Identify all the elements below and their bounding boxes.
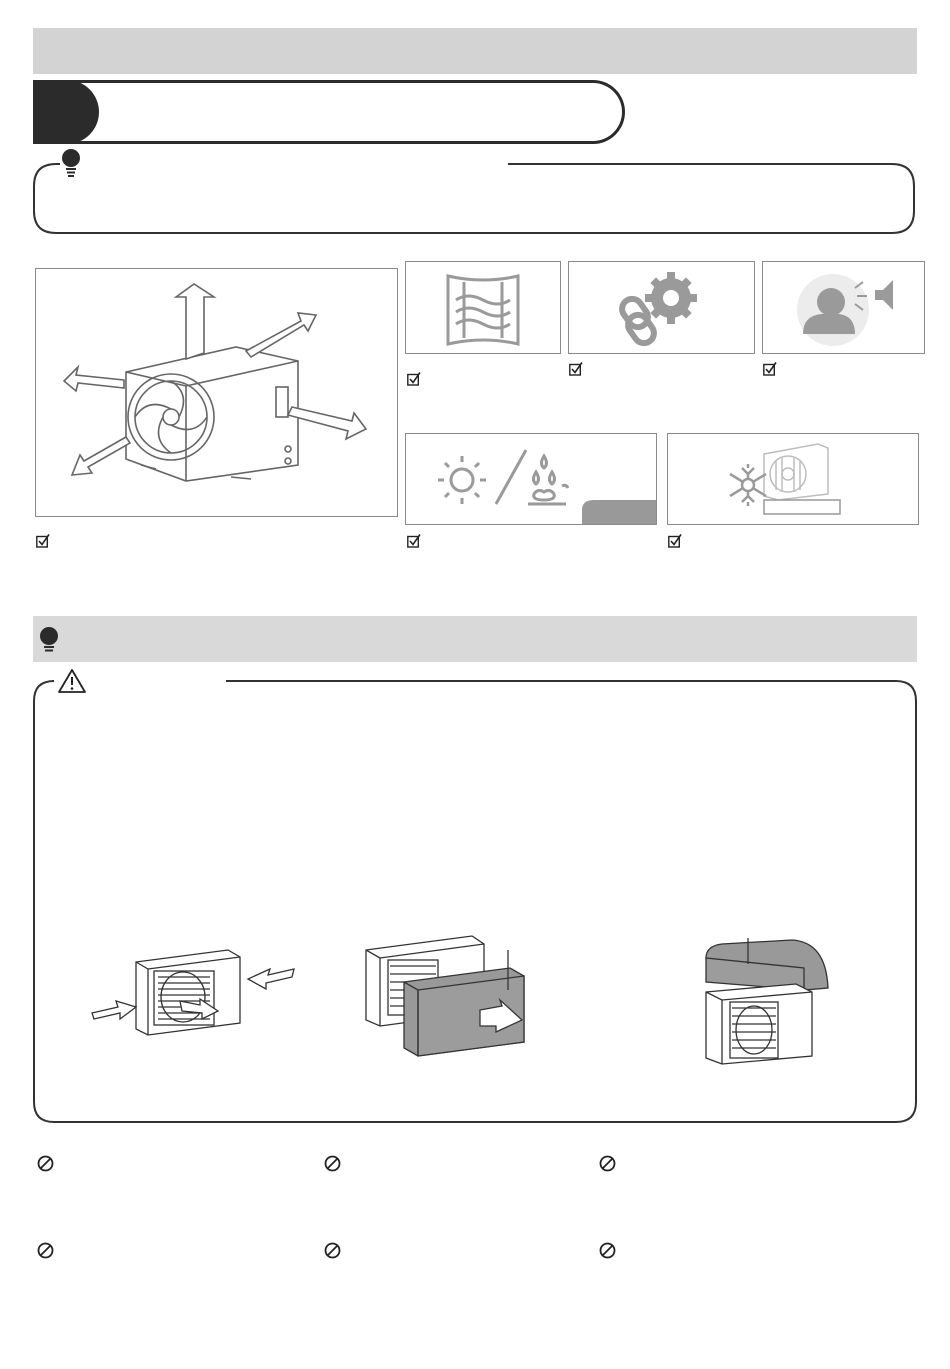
section-title-pill <box>33 80 625 144</box>
unit-roof-cover-icon <box>702 938 832 1066</box>
checkbox-checked-icon <box>407 534 421 548</box>
illustration-unit-airflow <box>88 945 303 1040</box>
prohibited-icon <box>37 1155 54 1172</box>
checkbox-checked-icon <box>407 372 421 386</box>
checkbox-checked-icon <box>569 362 583 376</box>
tip-box <box>30 145 918 237</box>
checkbox-checked-icon <box>763 362 777 376</box>
outdoor-unit-clearance-image <box>35 268 398 517</box>
noise-person-icon <box>763 262 924 353</box>
thumbnail-noise-person <box>762 261 925 354</box>
curtain-wall-icon <box>406 262 560 353</box>
chain-gear-icon <box>569 262 754 353</box>
unit-airflow-arrows-icon <box>88 945 303 1040</box>
sun-rain-icon <box>406 434 656 524</box>
outdoor-unit-clearance-arrows-icon <box>36 269 397 516</box>
prohibited-icon <box>324 1242 341 1259</box>
section-number-tab <box>33 80 99 144</box>
checkbox-checked-icon <box>668 534 682 548</box>
warning-triangle-icon <box>57 668 87 694</box>
snow-unit-stand-icon <box>668 434 918 524</box>
prohibited-icon <box>37 1242 54 1259</box>
thumbnail-snow-stand <box>667 433 919 525</box>
thumbnail-chain-gear <box>568 261 755 354</box>
prohibited-icon <box>599 1242 616 1259</box>
thumbnail-curtain-wall <box>405 261 561 354</box>
unit-covered-box-icon <box>362 932 532 1060</box>
lightbulb-icon <box>60 148 82 178</box>
header-bar <box>33 28 917 74</box>
checkbox-checked-icon <box>36 534 50 548</box>
thumbnail-sun-rain <box>405 433 657 525</box>
lightbulb-icon <box>38 626 60 656</box>
prohibited-icon <box>324 1155 341 1172</box>
illustration-unit-roof <box>702 938 832 1066</box>
prohibited-icon <box>599 1155 616 1172</box>
section2-bar <box>33 616 917 662</box>
illustration-unit-covered <box>362 932 532 1060</box>
